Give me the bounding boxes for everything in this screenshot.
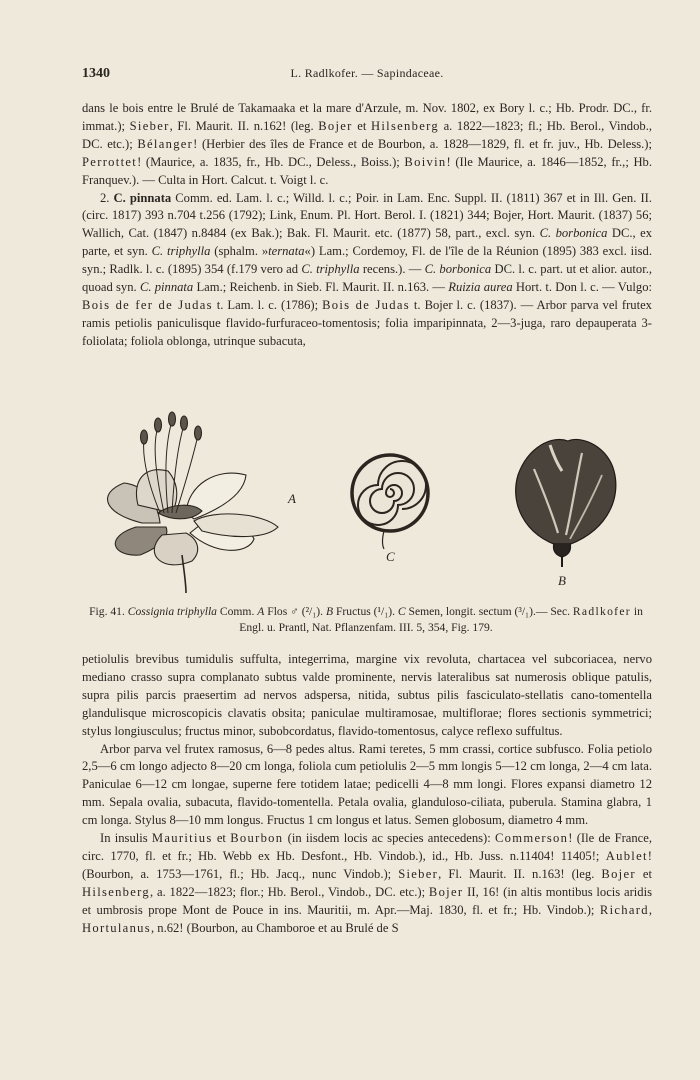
text-run: C. borbonica xyxy=(424,262,492,277)
text-run: Lam.; Reichenb. in Sieb. Fl. Maurit. II. n.163. — xyxy=(193,280,449,295)
text-block-top xyxy=(82,100,652,351)
text-run: Sieber xyxy=(129,118,170,133)
text-run: DC. l. c. part. ut et alior. autor., quoad syn. xyxy=(82,262,653,295)
figure-label-b: B xyxy=(558,573,566,588)
text-run: , xyxy=(648,902,652,917)
text-run: ! (Ile Maurice, a. 1846—1852, fr.,; Hb. Franquev.). — Culta in Hort. Calcut. t. Voigt l. c. xyxy=(82,154,652,187)
figure-label-a: A xyxy=(288,491,296,506)
seed-section-illustration xyxy=(352,455,428,549)
text-run: in Engl. u. Prantl, Nat. Pflanzenfam. III. 5, 354, Fig. 179. xyxy=(239,605,643,634)
text-run: (in iisdem locis ac species antecedens): xyxy=(283,831,495,846)
text-run: Commerson xyxy=(494,831,569,846)
text-run: Richard xyxy=(599,902,649,917)
text-run: et xyxy=(635,866,652,881)
text-block-bottom xyxy=(82,651,652,938)
paragraph xyxy=(82,830,652,937)
text-run: ! (Bourbon, a. 1753—1761, fl.; Hb. Jacq., nunc Vindob.); xyxy=(82,848,652,881)
text-run: Semen, longit. sectum (³/₁).— Sec. xyxy=(405,605,573,618)
text-run: «) Lam.; Cordemoy, Fl. de l'île de la Réunion (1895) 383 excl. iisd. syn.; Radlk. l. c. (1895) 354 (f.179 vero ad xyxy=(82,244,652,277)
text-run: Aublet xyxy=(605,848,648,863)
text-run: t. Bojer l. c. (1837). — Arbor parva vel frutex ramis petiolis paniculisque flavido-furfuraceo-tomentosis; folia imparipinnata, 2—3-juga, raro depauperata 3-foliolata; foliola oblonga, utrinque subacuta, xyxy=(82,297,652,348)
text-run: 2. xyxy=(100,190,114,205)
paragraph xyxy=(82,190,652,351)
text-run: petiolulis brevibus tumidulis suffulta, integerrima, margine vix revoluta, chartacea vel subcoriacea, nervo mediano crasso supra complanato subtus valde prominente, nervis lateralibus sat numerosis oblique patulis, supra pilis parcis praesertim ad nervos adspersa, nitida, subtus pilis fasciculato-stellatis cano-tomentella glandulisque microscopicis clavatis obsita; paniculae multiramosae, multiflorae; flores sectionis symmetrici; stylus longiusculus; fructus minor, subobcordatus, flavido-tomentosus, calyce reflexo suffultus. xyxy=(82,652,652,738)
text-run: C. borbonica xyxy=(539,226,608,241)
text-run: C. pinnata xyxy=(113,190,172,205)
text-run: t. Lam. l. c. (1786); xyxy=(212,297,323,312)
text-run: , a. 1822—1823; flor.; Hb. Berol., Vindob., DC. etc.); xyxy=(150,884,429,899)
text-run: Cossignia triphylla xyxy=(127,605,217,618)
text-run: , Fl. Maurit. II. n.162! (leg. xyxy=(169,118,319,133)
text-run: dans le bois entre le Brulé de Takamaaka et la mare d'Arzule, m. Nov. 1802, ex Bory l. c.; Hb. Prodr. DC., fr. immat.); xyxy=(82,101,652,133)
text-run: Comm. ed. Lam. l. c.; Willd. l. c.; Poir. in Lam. Enc. Suppl. II. (1811) 367 et in Ill. Gen. II. (circ. 1817) 393 n.704 t.256 (1792); Link, Enum. Pl. Hort. Berol. I. (1821) 344; Bojer, Hort. Maurit. (1837) 56; Wallich, Cat. (1847) n.8484 (ex Bak.); Bak. Fl. Maurit. etc. (1877) 58, part., excl. syn. xyxy=(82,190,652,241)
text-run: A xyxy=(257,605,265,618)
text-run: Bojer xyxy=(428,884,464,899)
text-run: ! (Herbier des îles de France et de Bourbon, a. 1828—1829, fl. et fr. juv., Hb. Deless.); xyxy=(193,136,652,151)
text-run: Fig. 41. xyxy=(89,605,128,618)
figure-label-c: C xyxy=(386,549,395,564)
text-run: (sphalm. » xyxy=(210,244,269,259)
text-run: Comm. xyxy=(216,605,258,618)
page-header xyxy=(82,66,652,88)
figure-illustration xyxy=(82,405,652,605)
text-run: recens.). — xyxy=(359,262,425,277)
text-run: In insulis xyxy=(100,831,152,846)
flower-illustration xyxy=(108,412,278,593)
text-run: et xyxy=(212,831,231,846)
text-run: Boivin xyxy=(404,154,447,169)
text-run: C xyxy=(397,605,406,618)
text-run: Ruizia aurea xyxy=(448,280,513,295)
text-run: Hilsenberg xyxy=(82,884,151,899)
text-run: Flos ♂ (²/₁). xyxy=(264,605,326,618)
text-run: Bojer xyxy=(318,118,353,133)
text-run: DC., ex parte, et syn. xyxy=(82,226,653,259)
text-run: Bojer xyxy=(601,866,636,881)
fruit-illustration xyxy=(516,439,616,567)
paragraph xyxy=(82,651,652,741)
running-head: L. Radlkofer. — Sapindaceae. xyxy=(290,66,444,80)
text-run: Radlkofer xyxy=(572,605,631,618)
figure-41 xyxy=(82,405,652,605)
text-run: Hortulanus xyxy=(82,920,151,935)
text-run: Bois de Judas xyxy=(322,297,410,312)
text-run: II, 16! (in altis montibus locis aridis et umbrosis prope Mont de Pouce in ins. Mauritii, m. Apr.—Maj. 1830, fl. et fr.; Hb. Vindob.); xyxy=(82,884,652,917)
text-run: Hilsenberg xyxy=(370,118,439,133)
text-run: Bois de fer de Judas xyxy=(82,297,213,312)
page-number: 1340 xyxy=(82,66,110,81)
figure-caption xyxy=(78,604,654,636)
text-run: ternata xyxy=(268,244,305,259)
text-run: Fructus (¹/₁). xyxy=(333,605,398,618)
text-run: C. triphylla xyxy=(151,244,211,259)
text-run: B xyxy=(325,605,334,618)
paragraph xyxy=(82,100,652,190)
text-run: Mauritius xyxy=(151,831,213,846)
text-run: Sieber xyxy=(398,866,439,881)
text-run: ! (Ile de France, circ. 1770, fl. et fr.; Hb. Webb ex Hb. Desfont., Hb. Vindob.), id., Hb. Juss. n.11404! 11405!; xyxy=(82,831,652,863)
text-run: C. pinnata xyxy=(139,280,194,295)
text-run: , Fl. Maurit. II. n.163! (leg. xyxy=(438,866,602,881)
text-run: ! (Maurice, a. 1835, fr., Hb. DC., Deless., Boiss.); xyxy=(137,154,405,169)
text-run: a. 1822—1823; fl.; Hb. Berol., Vindob., DC. etc.); xyxy=(82,118,652,151)
text-run: , n.62! (Bourbon, au Chamboroe et au Brulé de S xyxy=(150,920,399,935)
text-run: Hort. t. Don l. c. — Vulgo: xyxy=(512,280,652,295)
text-run: Bourbon xyxy=(230,831,284,846)
text-run: Arbor parva vel frutex ramosus, 6—8 pedes altus. Rami teretes, 5 mm crassi, cortice subfusco. Folia petiolo 2,5—6 cm longo adjecto 8—20 cm longa, foliola cum petiolulis 2—5 mm longis 5—12 cm longa, 2—4 cm lata. Paniculae 6—12 cm longae, superne fere totidem latae; pedicelli 4—8 mm longi. Flores expansi diametro 12 mm. Sepala ovalia, subacuta, flavido-tomentella. Petala ovalia, glanduloso-ciliata, puberula. Stamina glabra, 1 cm longa. Stylus 8—10 mm longus. Fructus 1 cm longus et latus. Semen globosum, diametro 4 mm. xyxy=(82,741,652,828)
text-run: et xyxy=(352,118,371,133)
paragraph xyxy=(82,741,652,831)
text-run: Bélanger xyxy=(137,136,194,151)
text-run: C. triphylla xyxy=(301,262,360,277)
text-run: Perrottet xyxy=(82,154,138,169)
